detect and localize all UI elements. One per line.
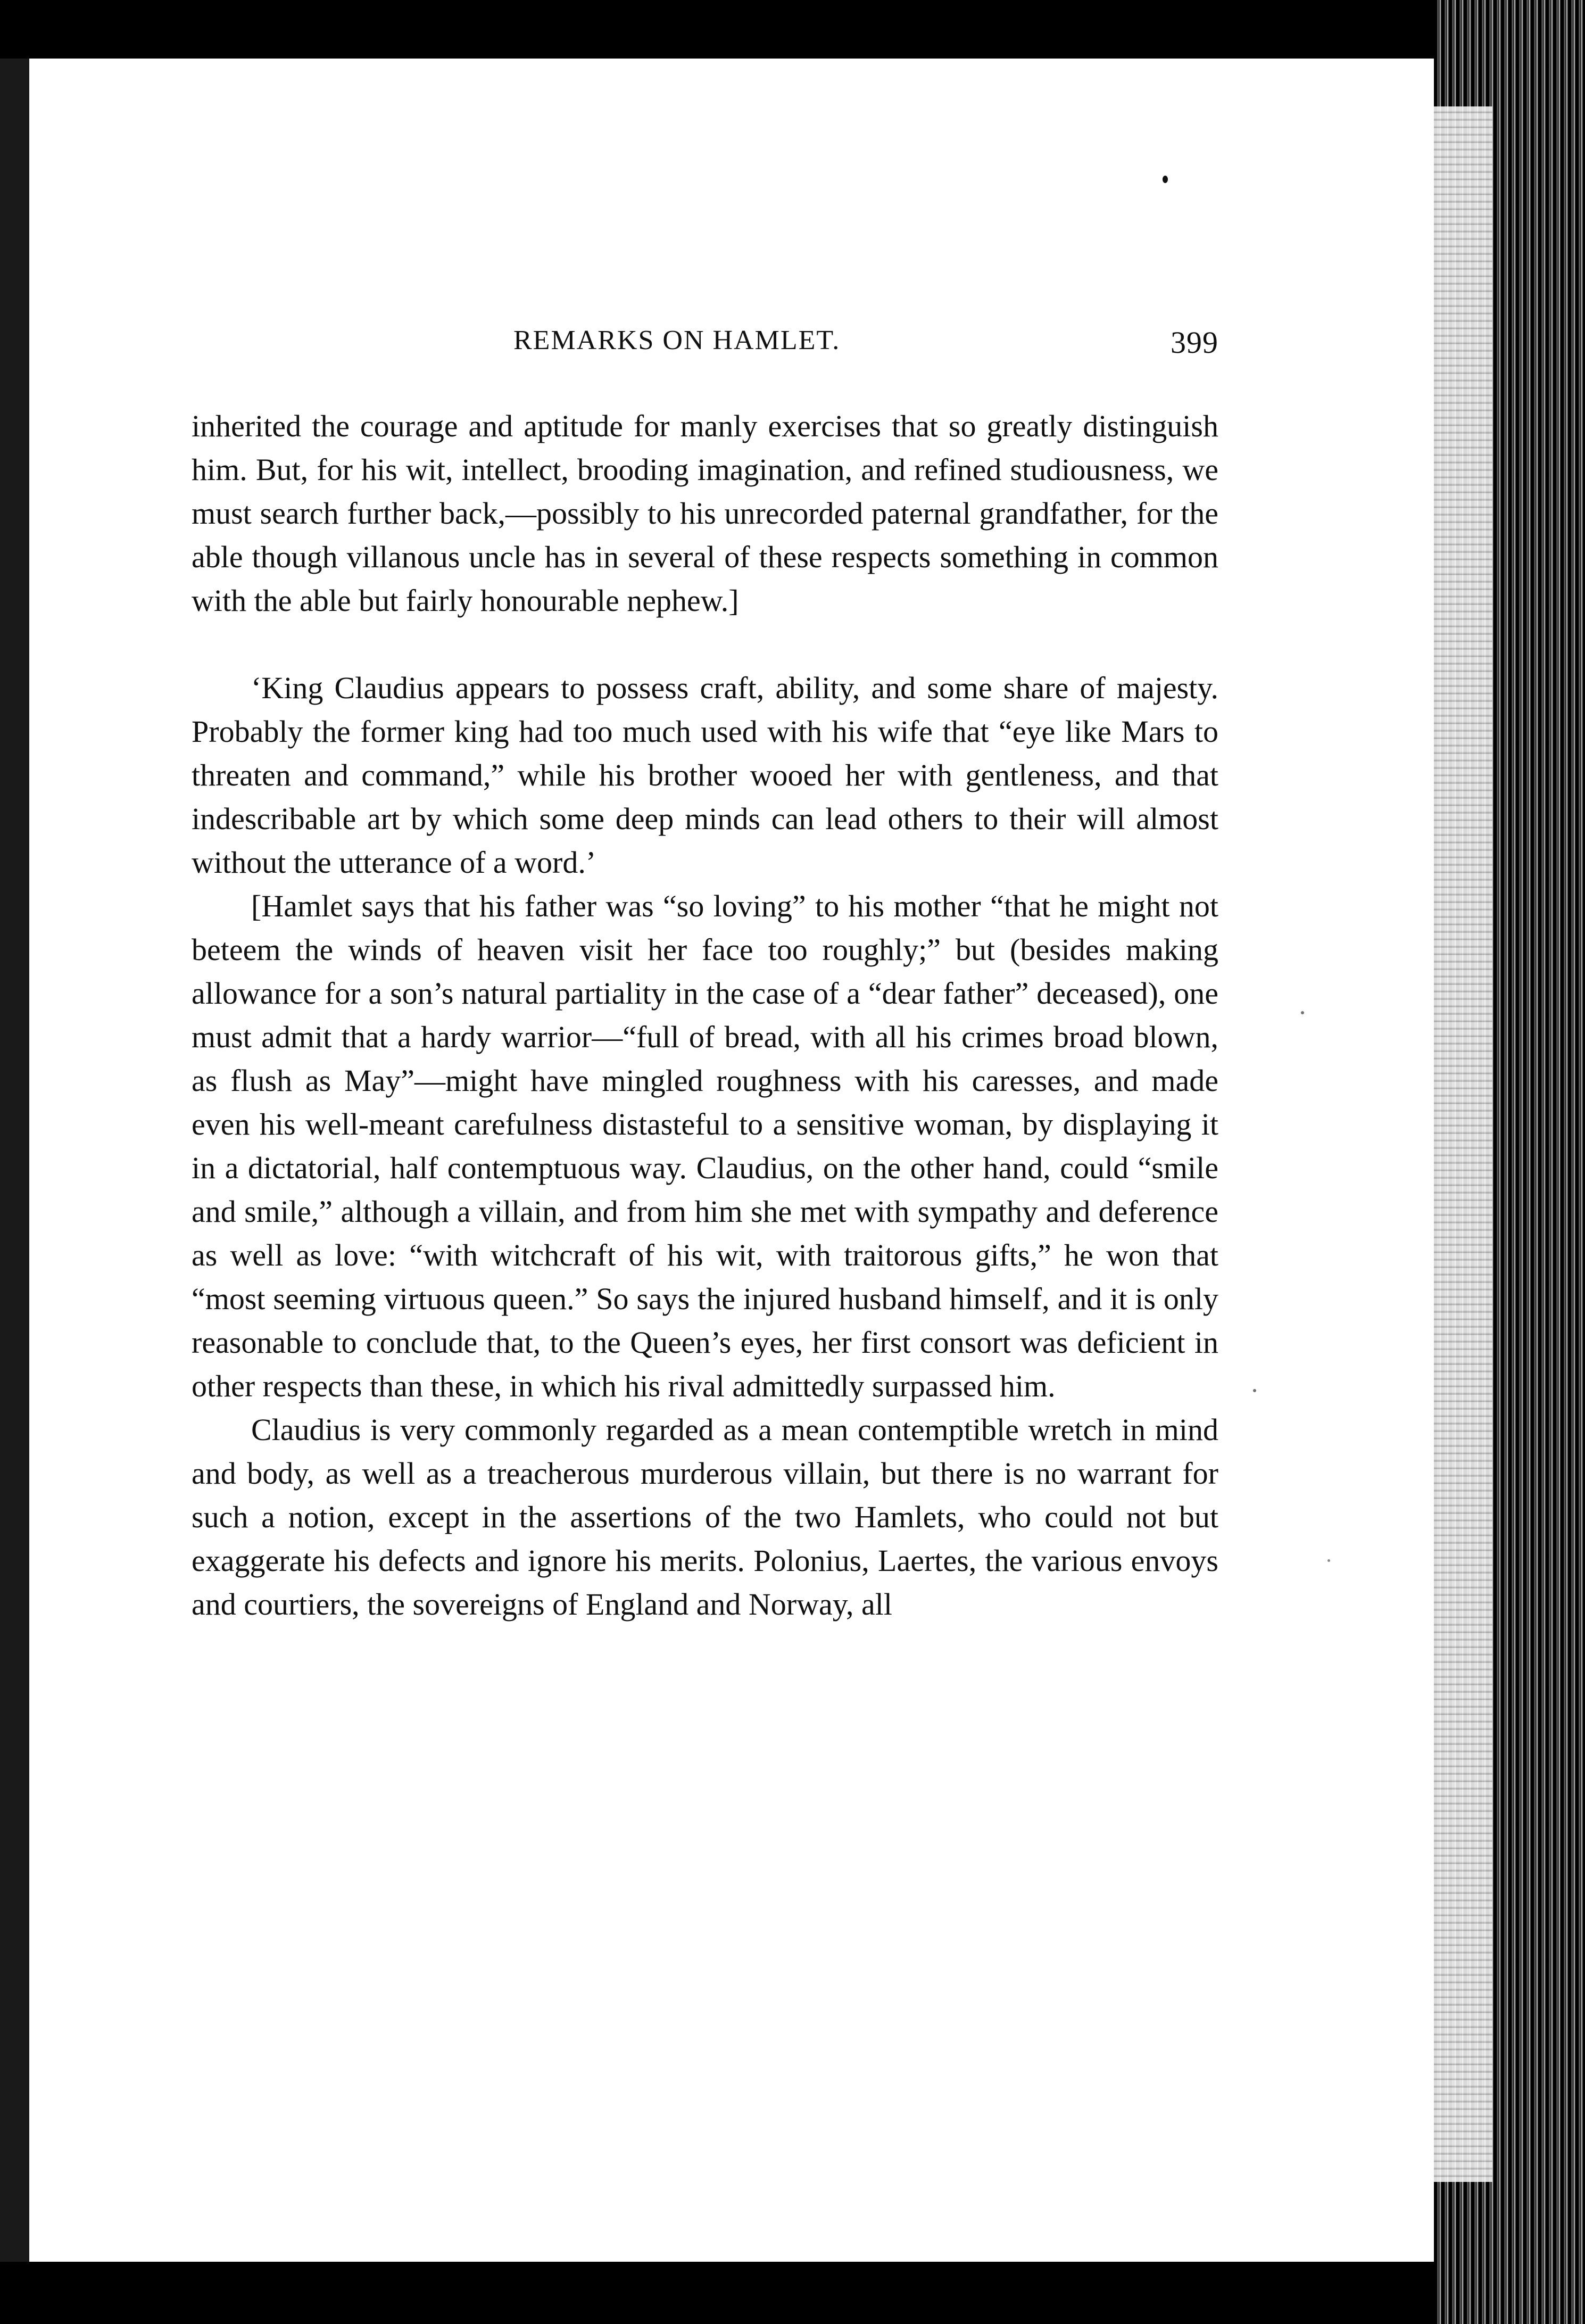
ink-speck: [1327, 1559, 1330, 1562]
paragraph-claudius: Claudius is very commonly regarded as a mean contemptible wretch in mind and body, as well as a treacherous murderous villain, but there is no warrant for such a notion, except in the assertions of the two Hamlets, who could not but exaggerate his defects and ignore his merits. Polonius, Laertes, the various envoys and courtiers, the sovereigns of England and Norway, all: [192, 1412, 1218, 1622]
running-title: REMARKS ON HAMLET.: [513, 325, 841, 355]
paragraph-quotation: ‘King Claudius appears to possess craft, ability, and some share of majesty. Probably the former king had too much used with his wife that “eye like Mars to threaten and command,” while his brother wooed her with gentleness, and that indescribable art by which some deep minds can lead others to their will almost without the utterance of a word.’: [192, 671, 1218, 880]
ink-speck: [1301, 1011, 1304, 1014]
ink-speck: [1163, 176, 1168, 183]
running-header: [192, 325, 1218, 362]
paragraph-hamlet-father: [Hamlet says that his father was “so loving” to his mother “that he might not beteem the winds of heaven visit her face too roughly;” but (besides making allowance for a son’s natural partiality in the case of a “dear father” deceased), one must admit that a hardy warrior—“full of bread, with all his crimes broad blown, as flush as May”—might have mingled roughness with his caresses, and made even his well-meant carefulness distasteful to a sensitive woman, by displaying it in a dictatorial, half contemptuous way. Claudius, on the other hand, could “smile and smile,” although a villain, and from him she met with sympathy and deference as well as love: “with witchcraft of his wit, with traitorous gifts,” he won that “most seeming virtuous queen.” So says the injured husband himself, and it is only reasonable to conclude that, to the Queen’s eyes, her first consort was deficient in other respects than these, in which his rival admittedly surpassed him.: [192, 889, 1218, 1403]
page-number: 399: [1171, 325, 1218, 360]
scan-left-border: [0, 59, 29, 2262]
scan-page-stack-texture: [1434, 106, 1492, 2182]
paragraph-continuation: inherited the courage and aptitude for manly exercises that so greatly distinguish him. But, for his wit, intellect, brooding imagination, and refined studiousness, we must search further back,—possibly to his unrecorded paternal grandfather, for the able though villanous uncle has in several of these respects something in common with the able but fairly honourable nephew.]: [192, 409, 1218, 618]
body-text: [192, 404, 1218, 1626]
book-page: [29, 59, 1434, 2262]
ink-speck: [1253, 1389, 1256, 1392]
